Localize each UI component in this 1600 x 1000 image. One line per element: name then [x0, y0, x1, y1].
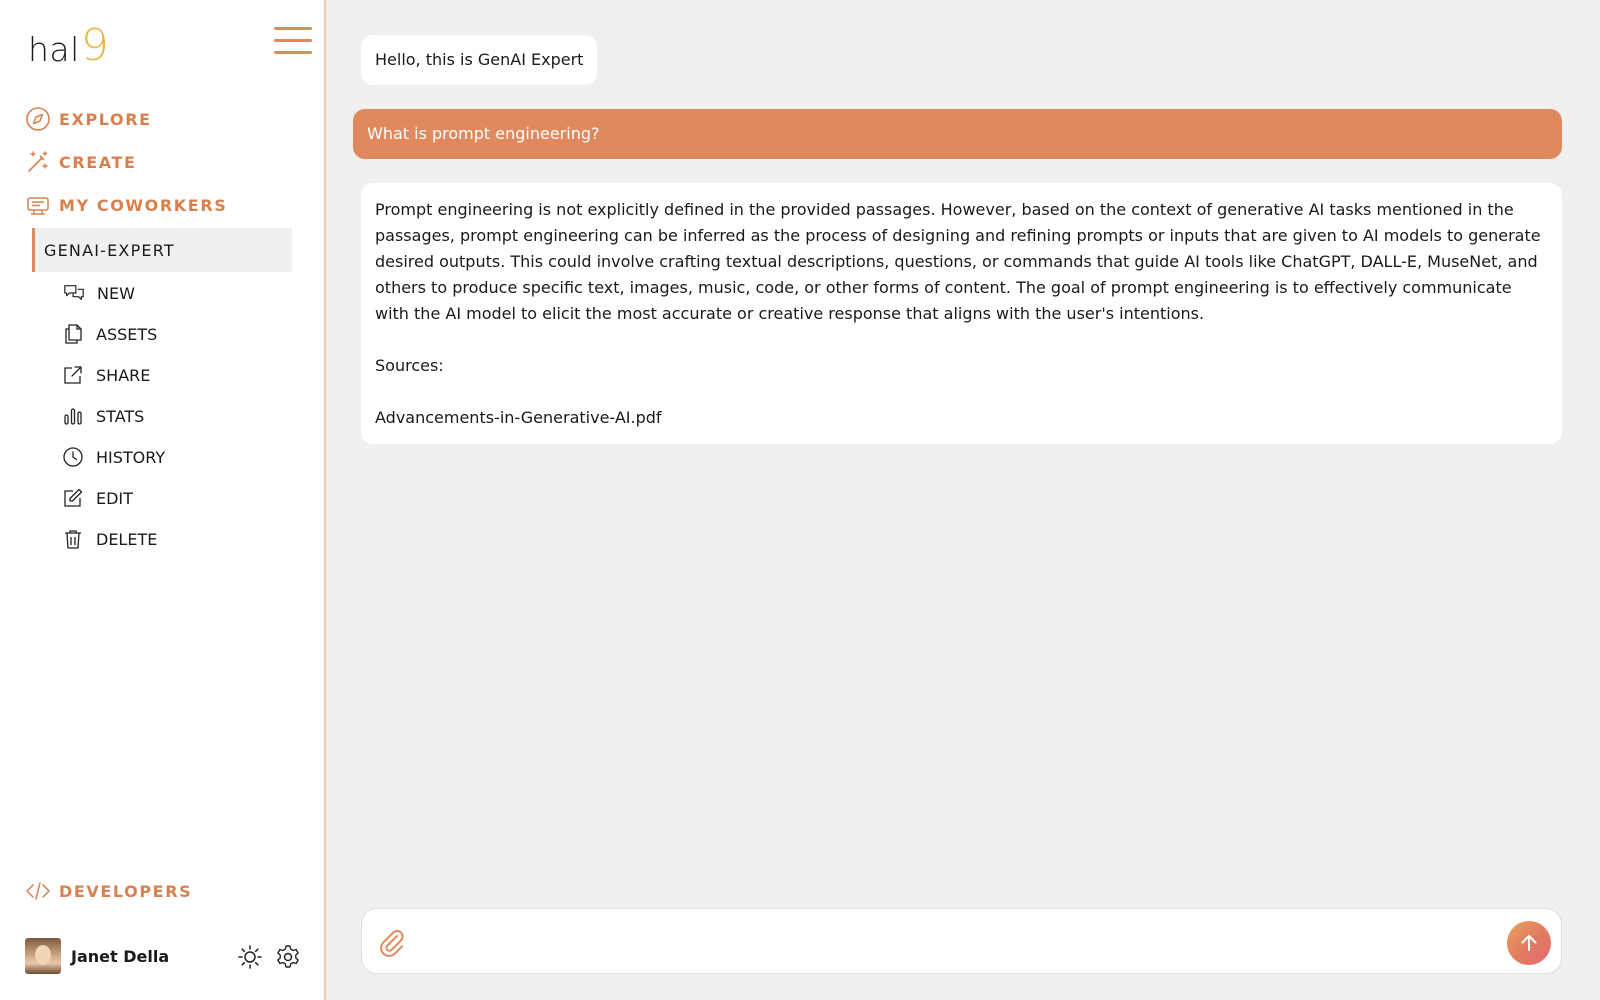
assistant-greeting — [361, 35, 597, 85]
action-stats-label: STATS — [96, 406, 145, 426]
coworker-genai-expert[interactable]: GENAI-EXPERT — [32, 228, 292, 272]
magic-wand-icon — [25, 149, 51, 175]
nav-developers[interactable] — [25, 878, 192, 904]
user-profile[interactable] — [25, 938, 169, 974]
send-button[interactable] — [1507, 921, 1551, 965]
message-composer — [361, 908, 1562, 974]
action-new[interactable] — [63, 282, 135, 304]
action-history-label: HISTORY — [96, 447, 166, 467]
chat-bubbles-icon — [63, 282, 85, 304]
edit-icon — [62, 487, 84, 509]
logo[interactable] — [28, 20, 109, 72]
paperclip-icon[interactable] — [376, 927, 408, 959]
answer-text: Prompt engineering is not explicitly defined in the provided passages. However, based on the context of generative AI tasks mentioned in the passages, prompt engineering can be inferred as the process of designing and refining prompts or inputs that are given to AI models to generate desired outputs. This could involve crafting textual descriptions, questions, or commands that guide AI tools like ChatGPT, DALL-E, MuseNet, and others to produce specific text, images, music, code, or other forms of content. The goal of prompt engineering is to effectively communicate with the AI model to elicit the most accurate or creative response that aligns with the user's intentions. — [375, 200, 1541, 323]
avatar[interactable] — [25, 938, 61, 974]
action-edit[interactable] — [62, 487, 133, 509]
sources-label: Sources: — [375, 356, 444, 375]
nav-my-coworkers[interactable] — [25, 192, 227, 218]
trash-icon — [62, 528, 84, 550]
nav-create-label: CREATE — [59, 152, 137, 172]
sidebar — [0, 0, 326, 1000]
bar-chart-icon — [62, 405, 84, 427]
source-link[interactable]: Advancements-in-Generative-AI.pdf — [375, 408, 662, 427]
documents-icon — [62, 323, 84, 345]
nav-create[interactable] — [25, 149, 137, 175]
gear-icon[interactable] — [275, 944, 301, 970]
logo-digit: 9 — [80, 20, 109, 72]
chat-area — [328, 0, 1600, 1000]
action-edit-label: EDIT — [96, 488, 133, 508]
action-history[interactable] — [62, 446, 165, 468]
clock-icon — [62, 446, 84, 468]
logo-text: hal — [28, 30, 80, 69]
user-name: Janet Della — [71, 946, 170, 966]
code-icon — [25, 878, 51, 904]
action-new-label: NEW — [97, 283, 135, 303]
robot-icon — [25, 192, 51, 218]
assistant-answer — [361, 183, 1562, 444]
nav-my-coworkers-label: MY COWORKERS — [59, 195, 228, 215]
nav-developers-label: DEVELOPERS — [59, 881, 193, 901]
message-input[interactable] — [422, 921, 1482, 963]
action-delete[interactable] — [62, 528, 157, 550]
hamburger-icon[interactable] — [274, 27, 312, 55]
action-stats[interactable] — [62, 405, 144, 427]
share-icon — [62, 364, 84, 386]
message-text: What is prompt engineering? — [367, 124, 600, 143]
action-assets-label: ASSETS — [96, 324, 158, 344]
message-text: Hello, this is GenAI Expert — [375, 50, 584, 69]
compass-icon — [25, 106, 51, 132]
nav-explore-label: EXPLORE — [59, 109, 152, 129]
action-share-label: SHARE — [96, 365, 151, 385]
arrow-up-icon — [1518, 932, 1540, 954]
nav-explore[interactable] — [25, 106, 152, 132]
sun-icon[interactable] — [237, 944, 263, 970]
action-assets[interactable] — [62, 323, 157, 345]
user-message — [353, 109, 1562, 159]
action-delete-label: DELETE — [96, 529, 158, 549]
action-share[interactable] — [62, 364, 150, 386]
